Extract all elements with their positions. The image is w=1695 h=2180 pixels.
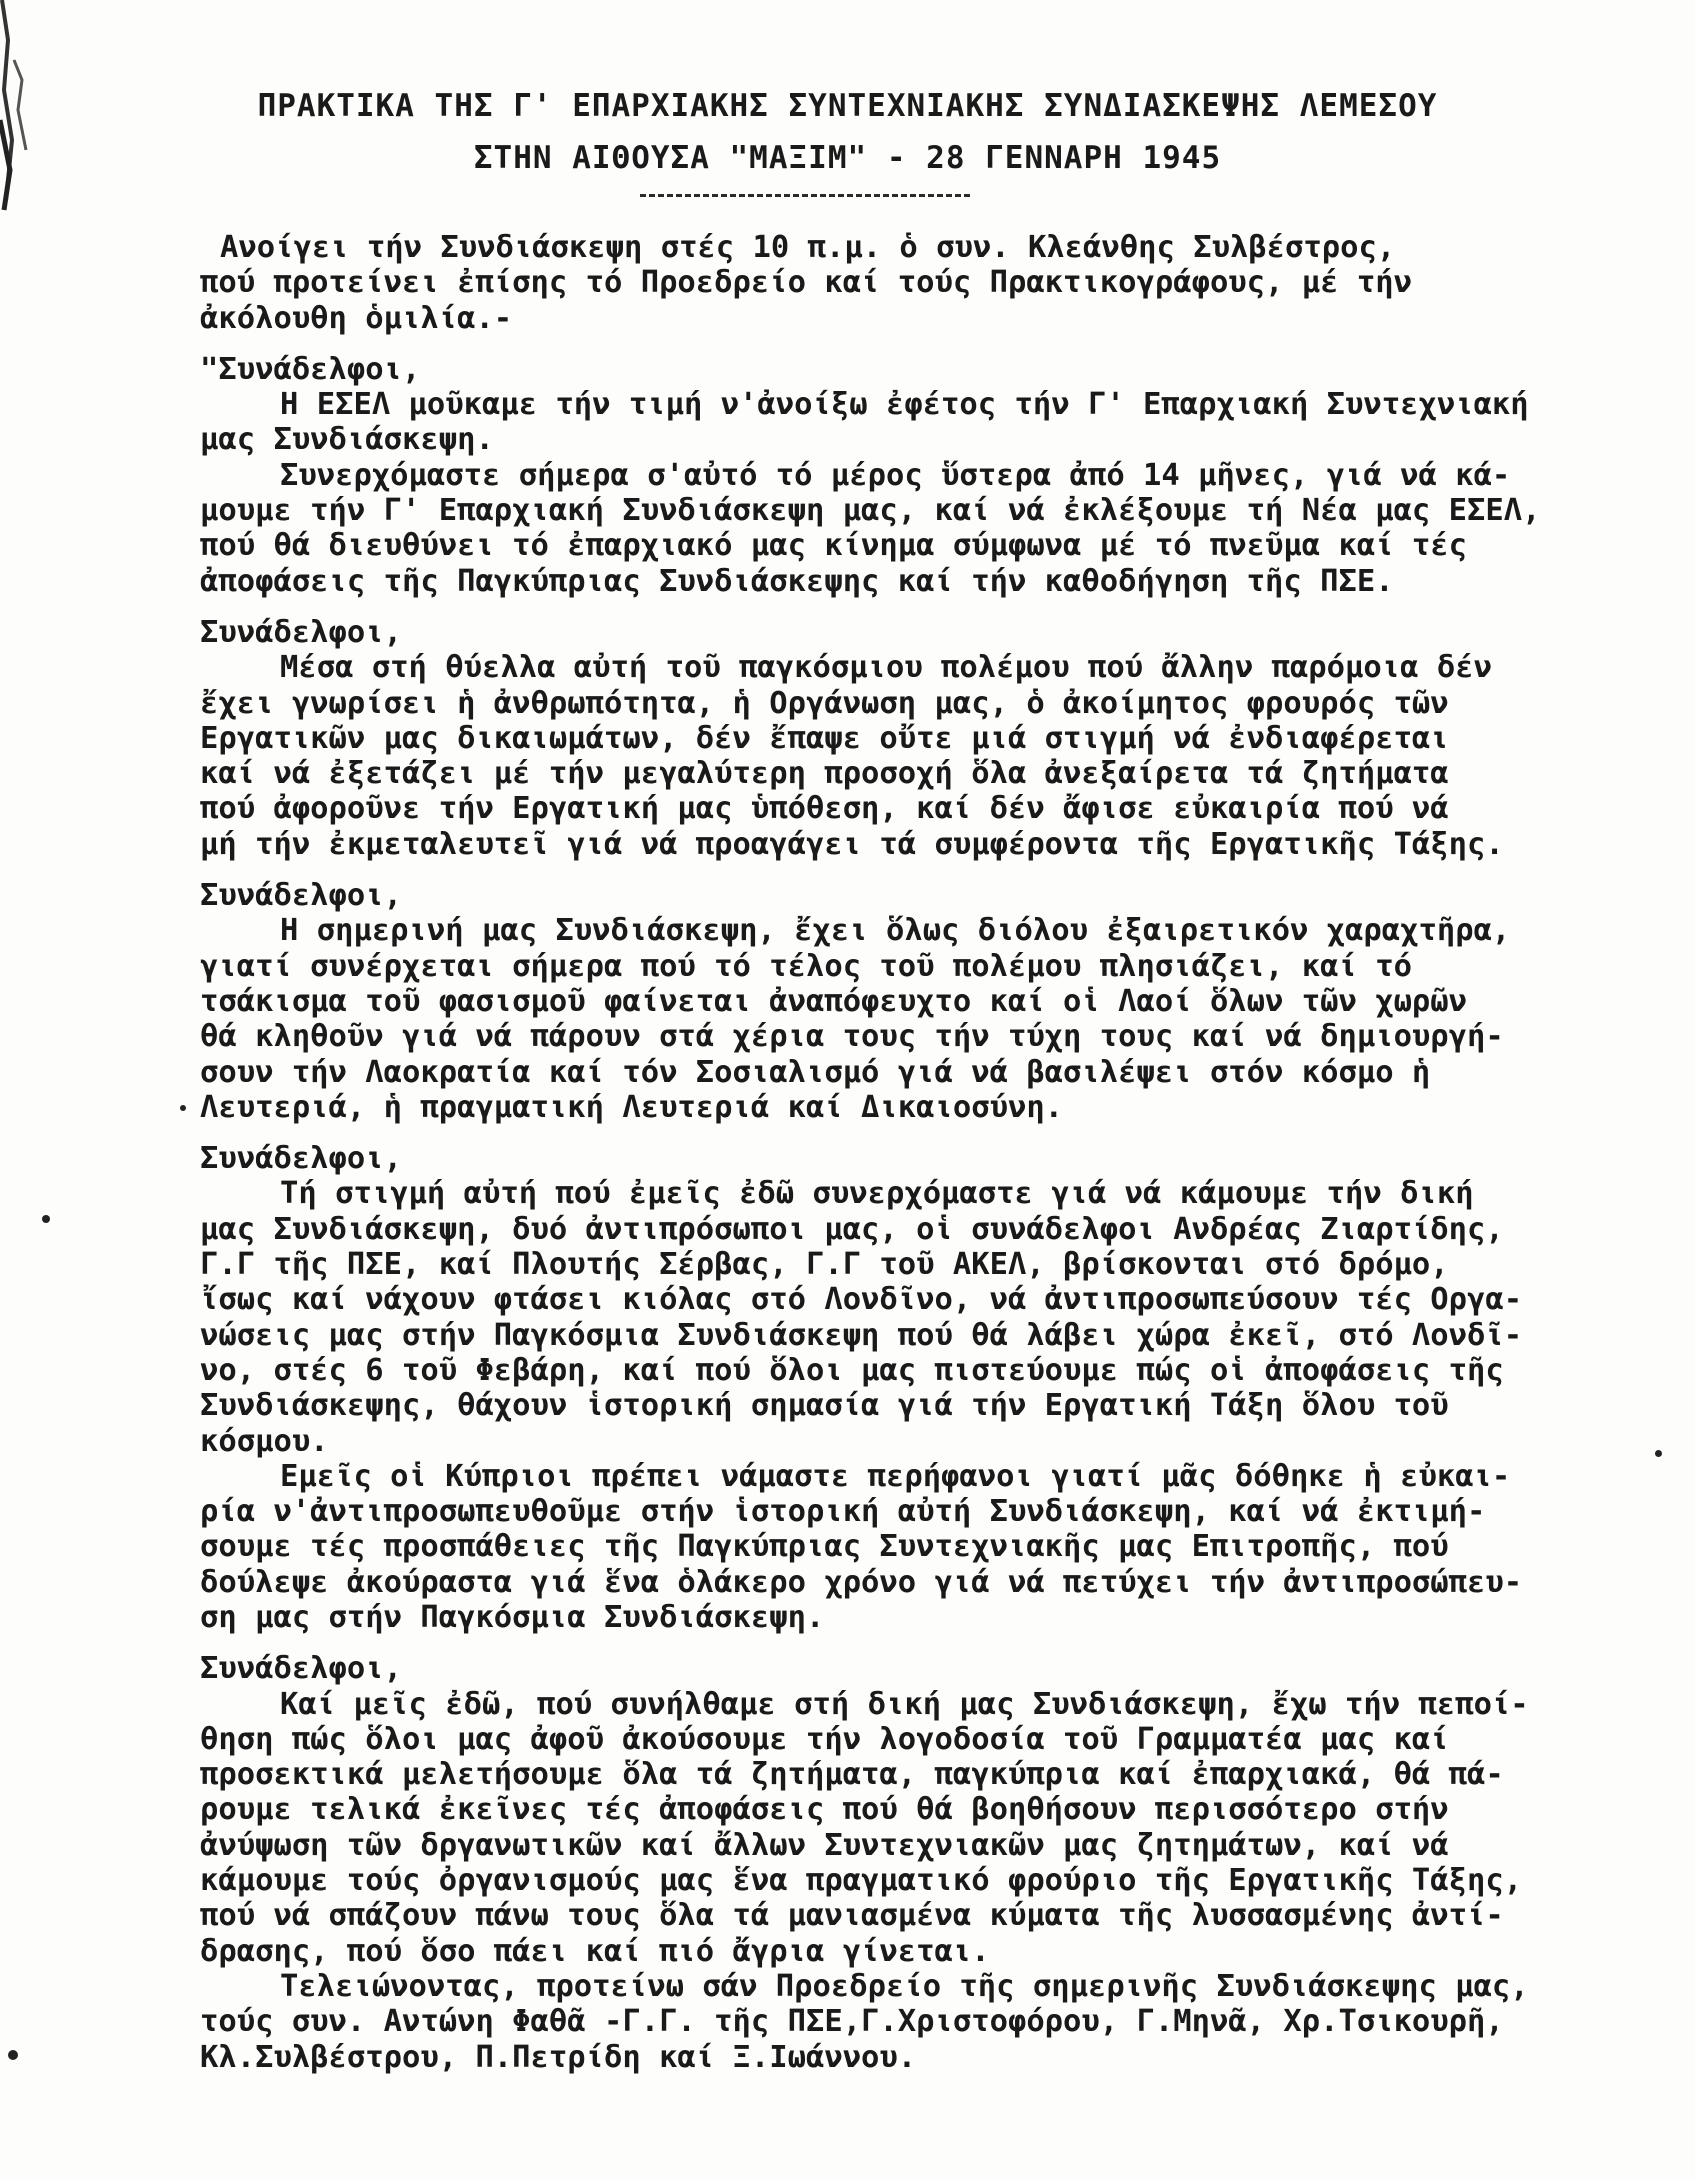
text-line: θηση πώς ὅλοι μας ἀφοῦ ἀκούσουμε τήν λογοδοσία τοῦ Γραμματέα μας καί	[200, 1721, 1449, 1757]
text-line: Η ΕΣΕΛ μοῦκαμε τήν τιμή ν'ἀνοίξω ἐφέτος τήν Γ' Επαρχιακή Συντεχνιακή	[280, 387, 1529, 423]
text-line: Καί μεῖς ἐδῶ, πού συνήλθαμε στή δική μας Συνδιάσκεψη, ἔχω τήν πεποί-	[280, 1686, 1529, 1722]
title-underline	[640, 194, 970, 197]
text-line: ρία ν'ἀντιπροσωπευθοῦμε στήν ἱστορική αὐτή Συνδιάσκεψη, καί νά ἐκτιμή-	[200, 1494, 1486, 1530]
text-line: τσάκισμα τοῦ φασισμοῦ φαίνεται ἀναπόφευχτο καί οἱ Λαοί ὅλων τῶν χωρῶν	[200, 983, 1468, 1019]
text-line: Γ.Γ τῆς ΠΣΕ, καί Πλουτής Σέρβας, Γ.Γ τοῦ ΑΚΕΛ, βρίσκονται στό δρόμο,	[200, 1247, 1449, 1283]
salutation: Συνάδελφοι,	[200, 1651, 402, 1687]
text-line: γιατί συνέρχεται σήμερα πού τό τέλος τοῦ πολέμου πλησιάζει, καί τό	[200, 948, 1412, 984]
ink-speck	[42, 1215, 50, 1223]
text-line: Τή στιγμή αὐτή πού ἐμεῖς ἐδῶ συνερχόμαστε γιά νά κάμουμε τήν δική	[280, 1176, 1474, 1212]
text-line: καί νά ἐξετάζει μέ τήν μεγαλύτερη προσοχή ὅλα ἀνεξαίρετα τά ζητήματα	[200, 756, 1449, 792]
text-line: μας Συνδιάσκεψη, δυό ἀντιπρόσωποι μας, οἱ συνάδελφοι Ανδρέας Ζιαρτίδης,	[200, 1211, 1504, 1247]
document-title-line-2: ΣΤΗΝ ΑΙΘΟΥΣΑ "ΜΑΞΙΜ" - 28 ΓΕΝΝΑΡΗ 1945	[473, 140, 1222, 176]
salutation: Συνάδελφοι,	[200, 878, 402, 914]
text-line: κάμουμε τούς ὀργανισμούς μας ἕνα πραγματικό φρούριο τῆς Εργατικῆς Τάξης,	[200, 1863, 1523, 1899]
ink-speck	[8, 2050, 18, 2060]
text-line: ἀνύψωση τῶν δργανωτικῶν καί ἄλλων Συντεχνιακῶν μας ζητημάτων, καί νά	[200, 1827, 1449, 1863]
text-line: ἔχει γνωρίσει ἡ ἀνθρωπότητα, ἡ Οργάνωση μας, ὁ ἀκοίμητος φρουρός τῶν	[200, 685, 1449, 721]
document-title-line-1: ΠΡΑΚΤΙΚΑ ΤΗΣ Γ' ΕΠΑΡΧΙΑΚΗΣ ΣΥΝΤΕΧΝΙΑΚΗΣ ΣΥΝΔΙΑΣΚΕΨΗΣ ΛΕΜΕΣΟΥ	[257, 88, 1438, 124]
text-line: σουμε τές προσπάθειες τῆς Παγκύπριας Συντεχνιακῆς μας Επιτροπῆς, πού	[200, 1529, 1449, 1565]
text-line: δρασης, πού ὅσο πάει καί πιό ἄγρια γίνεται.	[200, 1933, 990, 1969]
text-line: θά κληθοῦν γιά νά πάρουν στά χέρια τους τήν τύχη τους καί νά δημιουργή-	[200, 1019, 1504, 1055]
text-line: νο, στές 6 τοῦ Φεβάρη, καί πού ὅλοι μας πιστεύουμε πώς οἱ ἀποφάσεις τῆς	[200, 1352, 1504, 1388]
text-line: Εμεῖς οἱ Κύπριοι πρέπει νάμαστε περήφανοι γιατί μᾶς δόθηκε ἡ εὐκαι-	[280, 1458, 1511, 1494]
salutation: Συνάδελφοι,	[200, 1141, 402, 1177]
text-line: Συνδιάσκεψης, θάχουν ἱστορική σημασία γιά τήν Εργατική Τάξη ὅλου τοῦ	[200, 1388, 1449, 1424]
text-line: Ανοίγει τήν Συνδιάσκεψη στές 10 π.μ. ὁ συν. Κλεάνθης Συλβέστρος,	[220, 230, 1396, 265]
salutation: Συνάδελφοι,	[200, 614, 402, 650]
ink-speck	[1655, 1450, 1662, 1457]
text-line: Λευτεριά, ἡ πραγματική Λευτεριά καί Δικαιοσύνη.	[200, 1089, 1064, 1125]
text-line: δούλεψε ἀκούραστα γιά ἕνα ὁλάκερο χρόνο γιά νά πετύχει τήν ἀντιπροσώπευ-	[200, 1564, 1523, 1600]
text-line: Εργατικῶν μας δικαιωμάτων, δέν ἔπαψε οὔτε μιά στιγμή νά ἐνδιαφέρεται	[200, 720, 1449, 756]
text-line: κόσμου.	[200, 1423, 329, 1459]
document-body	[200, 230, 1650, 2075]
text-line: τούς συν. Αντώνη Φαθᾶ -Γ.Γ. τῆς ΠΣΕ,Γ.Χριστοφόρου, Γ.Μηνᾶ, Χρ.Τσικουρῆ,	[200, 2004, 1504, 2040]
text-line: προσεκτικά μελετήσουμε ὅλα τά ζητήματα, παγκύπρια καί ἐπαρχιακά, θά πά-	[200, 1757, 1504, 1793]
text-line: σουν τήν Λαοκρατία καί τόν Σοσιαλισμό γιά νά βασιλέψει στόν κόσμο ἡ	[200, 1054, 1431, 1090]
salutation: "Συνάδελφοι,	[200, 351, 421, 387]
text-line: πού νά σπάζουν πάνω τους ὅλα τά μανιασμένα κύματα τῆς λυσσασμένης ἀντί-	[200, 1898, 1504, 1934]
text-line: Συνερχόμαστε σήμερα σ'αὐτό τό μέρος ὕστερα ἀπό 14 μῆνες, γιά νά κά-	[280, 457, 1511, 493]
text-line: ἀκόλουθη ὁμιλία.-	[200, 300, 513, 336]
text-line: Τελειώνοντας, προτείνω σάν Προεδρείο τῆς σημερινῆς Συνδιάσκεψης μας,	[280, 1968, 1529, 2004]
text-line: ρουμε τελικά ἐκεῖνες τές ἀποφάσεις πού θά βοηθήσουν περισσότερο στήν	[200, 1792, 1449, 1828]
text-line: ἴσως καί νάχουν φτάσει κιόλας στό Λονδῖνο, νά ἀντιπροσωπεύσουν τές Οργα-	[200, 1282, 1523, 1318]
text-line: νώσεις μας στήν Παγκόσμια Συνδιάσκεψη πού θά λάβει χώρα ἐκεῖ, στό Λονδῖ-	[200, 1317, 1523, 1353]
text-line: πού ἀφοροῦνε τήν Εργατική μας ὑπόθεση, καί δέν ἄφισε εὐκαιρία πού νά	[200, 791, 1449, 827]
text-line: ση μας στήν Παγκόσμια Συνδιάσκεψη.	[200, 1599, 825, 1635]
text-line: ἀποφάσεις τῆς Παγκύπριας Συνδιάσκεψης καί τήν καθοδήγηση τῆς ΠΣΕ.	[200, 563, 1394, 599]
text-line: πού θά διευθύνει τό ἐπαρχιακό μας κίνημα σύμφωνα μέ τό πνεῦμα καί τές	[200, 528, 1468, 564]
text-line: μας Συνδιάσκεψη.	[200, 422, 494, 458]
text-line: Κλ.Συλβέστρου, Π.Πετρίδη καί Ξ.Ιωάννου.	[200, 2039, 917, 2075]
text-line: μή τήν ἐκμεταλευτεῖ γιά νά προαγάγει τά συμφέροντα τῆς Εργατικῆς Τάξης.	[200, 826, 1504, 862]
ink-speck	[180, 1105, 186, 1111]
text-line: Μέσα στή θύελλα αὐτή τοῦ παγκόσμιου πολέμου πού ἄλλην παρόμοια δέν	[280, 650, 1492, 686]
text-line: Η σημερινή μας Συνδιάσκεψη, ἔχει ὅλως διόλου ἐξαιρετικόν χαραχτῆρα,	[280, 913, 1511, 949]
text-line: πού προτείνει ἐπίσης τό Προεδρείο καί τούς Πρακτικογράφους, μέ τήν	[200, 265, 1412, 301]
text-line: μουμε τήν Γ' Επαρχιακή Συνδιάσκεψη μας, καί νά ἐκλέξουμε τή Νέα μας ΕΣΕΛ,	[200, 493, 1541, 529]
